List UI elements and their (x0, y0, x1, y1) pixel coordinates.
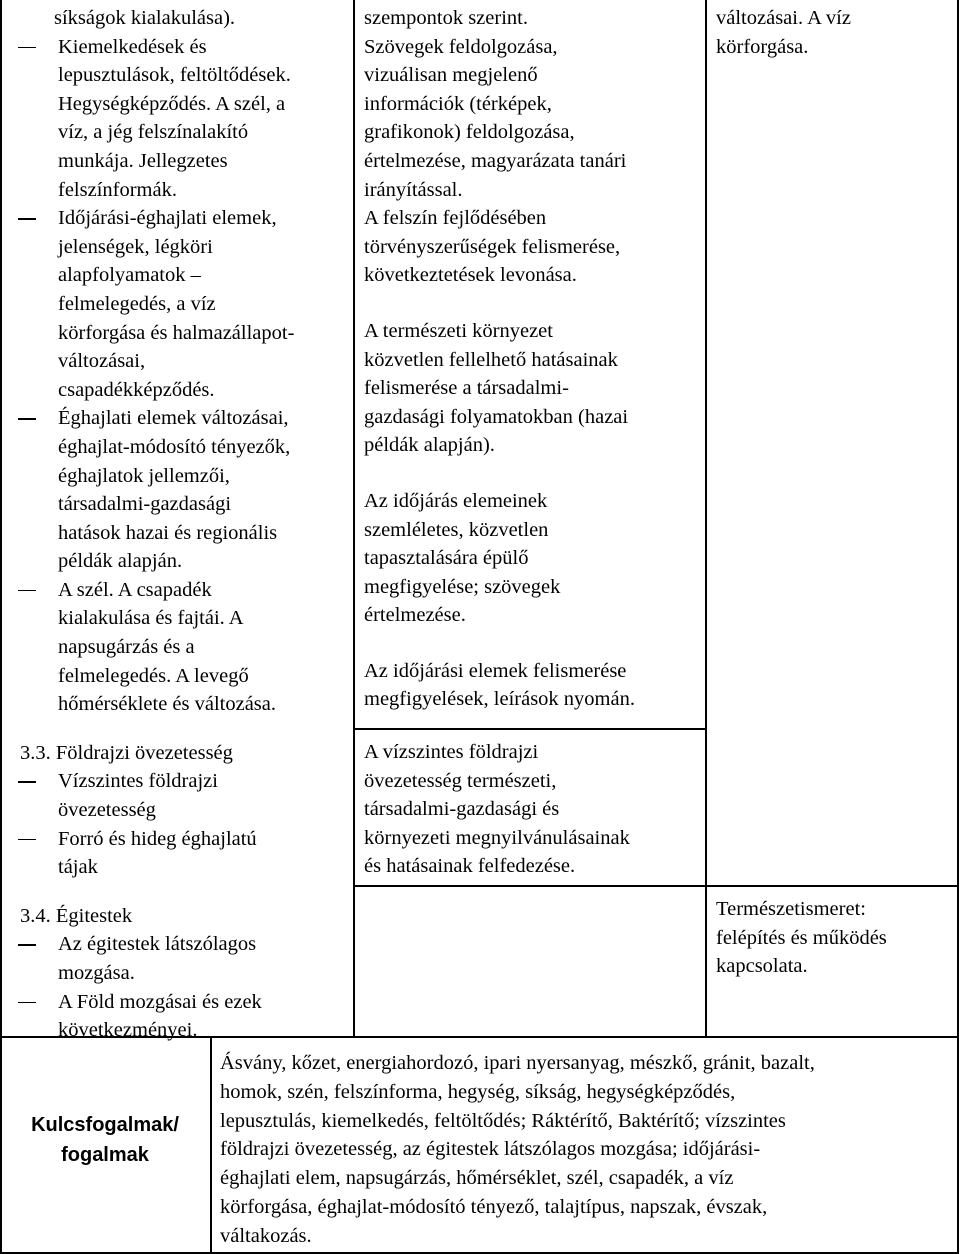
text-line: szemléletes, közvetlen (364, 518, 549, 541)
text-line: információk (térképek, (364, 92, 552, 115)
dash-bullet-icon (18, 218, 36, 220)
key-label-line: fogalmak (61, 1144, 149, 1166)
topic-list-item (4, 33, 350, 205)
text-line: éghajlat-módosító tényezők, (58, 435, 291, 458)
text-line: A Föld mozgásai és ezek (58, 990, 262, 1013)
text-line: irányítással. (364, 178, 463, 201)
text-line: víz, a jég felszínalakító (58, 121, 249, 144)
text-line: törvényszerűségek felismerése, (364, 235, 621, 258)
text-line: tájak (58, 856, 98, 879)
text-line: szempontok szerint. (364, 7, 528, 29)
text-line: A szél. A csapadék (58, 578, 212, 601)
text-line: Természetismeret: (716, 898, 866, 920)
topic-list-item (4, 767, 350, 824)
text-line: közvetlen fellelhető hatásainak (364, 348, 618, 371)
text-line: A vízszintes földrajzi (364, 741, 539, 763)
text-line: vizuálisan megjelenő (364, 64, 538, 87)
text-line: felmelegedés, a víz (58, 292, 216, 315)
connections-column (716, 4, 954, 61)
row-divider-2 (353, 885, 957, 887)
activity-paragraph (364, 4, 704, 290)
text-line: körforgása és halmazállapot- (58, 321, 295, 344)
activity-paragraph (364, 738, 704, 881)
text-line: Kiemelkedések és (58, 35, 207, 58)
connections-column-row3 (716, 895, 954, 981)
column-divider-1 (353, 0, 355, 1036)
text-line: változásai. A víz (716, 7, 851, 29)
text-line: példák alapján. (58, 550, 183, 573)
key-concepts-label (0, 1110, 210, 1170)
text-line: megfigyelések, leírások nyomán. (364, 688, 635, 711)
connection-note (716, 895, 954, 981)
section-title-3-3: 3.3. Földrajzi övezetesség (20, 741, 233, 764)
text-line: Ásvány, kőzet, energiahordozó, ipari nyersanyag, mészkő, gránit, bazalt, (220, 1052, 815, 1074)
key-concepts-lines (220, 1049, 954, 1251)
activity-paragraph (364, 487, 704, 630)
row-divider-1 (353, 728, 705, 730)
text-line: tapasztalására épülő (364, 547, 529, 570)
dash-bullet-icon (18, 839, 36, 841)
text-line: következményei. (58, 1019, 198, 1042)
topic-list-item (4, 404, 350, 576)
key-label-line: Kulcsfogalmak/ (31, 1114, 179, 1136)
text-line: napsugárzás és a (58, 636, 195, 659)
text-line: felismerése a társadalmi- (364, 377, 569, 400)
text-line: környezeti megnyilvánulásainak (364, 826, 630, 849)
topics-column (4, 4, 350, 1045)
text-line: Hegységképződés. A szél, a (58, 92, 286, 115)
text-line: mozgása. (58, 962, 135, 984)
text-line: Vízszintes földrajzi (58, 770, 218, 793)
text-line: Időjárási-éghajlati elemek, (58, 207, 277, 230)
dash-bullet-icon (18, 590, 36, 592)
text-line: lepusztulások, feltöltődések. (58, 64, 291, 87)
text-line: grafikonok) feldolgozása, (364, 121, 575, 144)
text-line: Az időjárás elemeinek (364, 489, 548, 512)
dash-bullet-icon (18, 781, 36, 783)
text-line: övezetesség természeti, (364, 769, 557, 792)
dash-bullet-icon (18, 1002, 36, 1004)
activities-column (364, 4, 704, 714)
topic-list-b (4, 767, 350, 881)
connection-note (716, 4, 954, 61)
text-line: jelenségek, légköri (58, 235, 213, 258)
text-line: értelmezése. (364, 604, 466, 627)
topic-list-item (4, 576, 350, 719)
topic-list-a (4, 33, 350, 719)
text-line: A természeti környezet (364, 319, 553, 342)
table-border-right (957, 0, 959, 1254)
text-line: Az időjárási elemek felismerése (364, 659, 627, 682)
text-line: alapfolyamatok – (58, 264, 201, 287)
text-line: Az égitestek látszólagos (58, 933, 257, 956)
text-line: Forró és hideg éghajlatú (58, 827, 257, 850)
text-line: körforgása, éghajlat-módosító tényező, talajtípus, napszak, évszak, (220, 1195, 768, 1218)
text-line: példák alapján). (364, 434, 495, 457)
activities-column-row2 (364, 738, 704, 881)
text-line: Éghajlati elemek változásai, (58, 407, 289, 430)
text-line: kialakulása és fajtái. A (58, 607, 244, 630)
text-line: körforgása. (716, 35, 809, 58)
text-line: kapcsolata. (716, 955, 808, 978)
topic-list-item (4, 930, 350, 987)
topic-list-item (4, 825, 350, 882)
text-line: megfigyelése; szövegek (364, 575, 561, 598)
activity-paragraph (364, 317, 704, 460)
table-border-left (0, 0, 2, 1254)
text-line: és hatásainak felfedezése. (364, 855, 576, 878)
text-line: váltakozás. (220, 1224, 312, 1247)
key-concepts-text (220, 1049, 954, 1251)
topic-list-c (4, 930, 350, 1044)
dash-bullet-icon (18, 418, 36, 420)
topic-list-item (4, 204, 350, 404)
text-line: lepusztulás, kiemelkedés, feltöltődés; Ráktérítő, Baktérítő; vízszintes (220, 1109, 786, 1132)
text-line: homok, szén, felszínforma, hegység, síkság, hegységképződés, (220, 1080, 736, 1103)
column-divider-2 (705, 0, 707, 1036)
activity-paragraph (364, 657, 704, 714)
text-line: éghajlatok jellemzői, (58, 464, 230, 487)
topic-continuation: síkságok kialakulása). (54, 7, 236, 29)
dash-bullet-icon (18, 47, 36, 49)
text-line: éghajlati elem, napsugárzás, hőmérséklet, szél, csapadék, a víz (220, 1167, 734, 1190)
text-line: gazdasági folyamatokban (hazai (364, 405, 629, 428)
text-line: övezetesség (58, 799, 156, 822)
text-line: munkája. Jellegzetes (58, 149, 228, 172)
text-line: A felszín fejlődésében (364, 207, 547, 230)
text-line: földrajzi övezetesség, az égitestek látszólagos mozgása; időjárási- (220, 1138, 761, 1161)
text-line: felmelegedés. A levegő (58, 664, 249, 687)
text-line: társadalmi-gazdasági (58, 493, 232, 516)
dash-bullet-icon (18, 944, 36, 946)
text-line: Szövegek feldolgozása, (364, 35, 558, 58)
text-line: hőmérséklete és változása. (58, 693, 277, 716)
text-line: hatások hazai és regionális (58, 521, 278, 544)
text-line: értelmezése, magyarázata tanári (364, 149, 627, 172)
key-label-divider (210, 1036, 212, 1254)
text-line: felépítés és működés (716, 926, 887, 949)
topic-list-item (4, 988, 350, 1045)
text-line: következtetések levonása. (364, 264, 577, 287)
section-title-3-4: 3.4. Égitestek (20, 904, 133, 927)
text-line: változásai, (58, 350, 146, 373)
text-line: felszínformák. (58, 178, 177, 201)
text-line: csapadékképződés. (58, 378, 215, 401)
text-line: társadalmi-gazdasági és (364, 798, 560, 821)
